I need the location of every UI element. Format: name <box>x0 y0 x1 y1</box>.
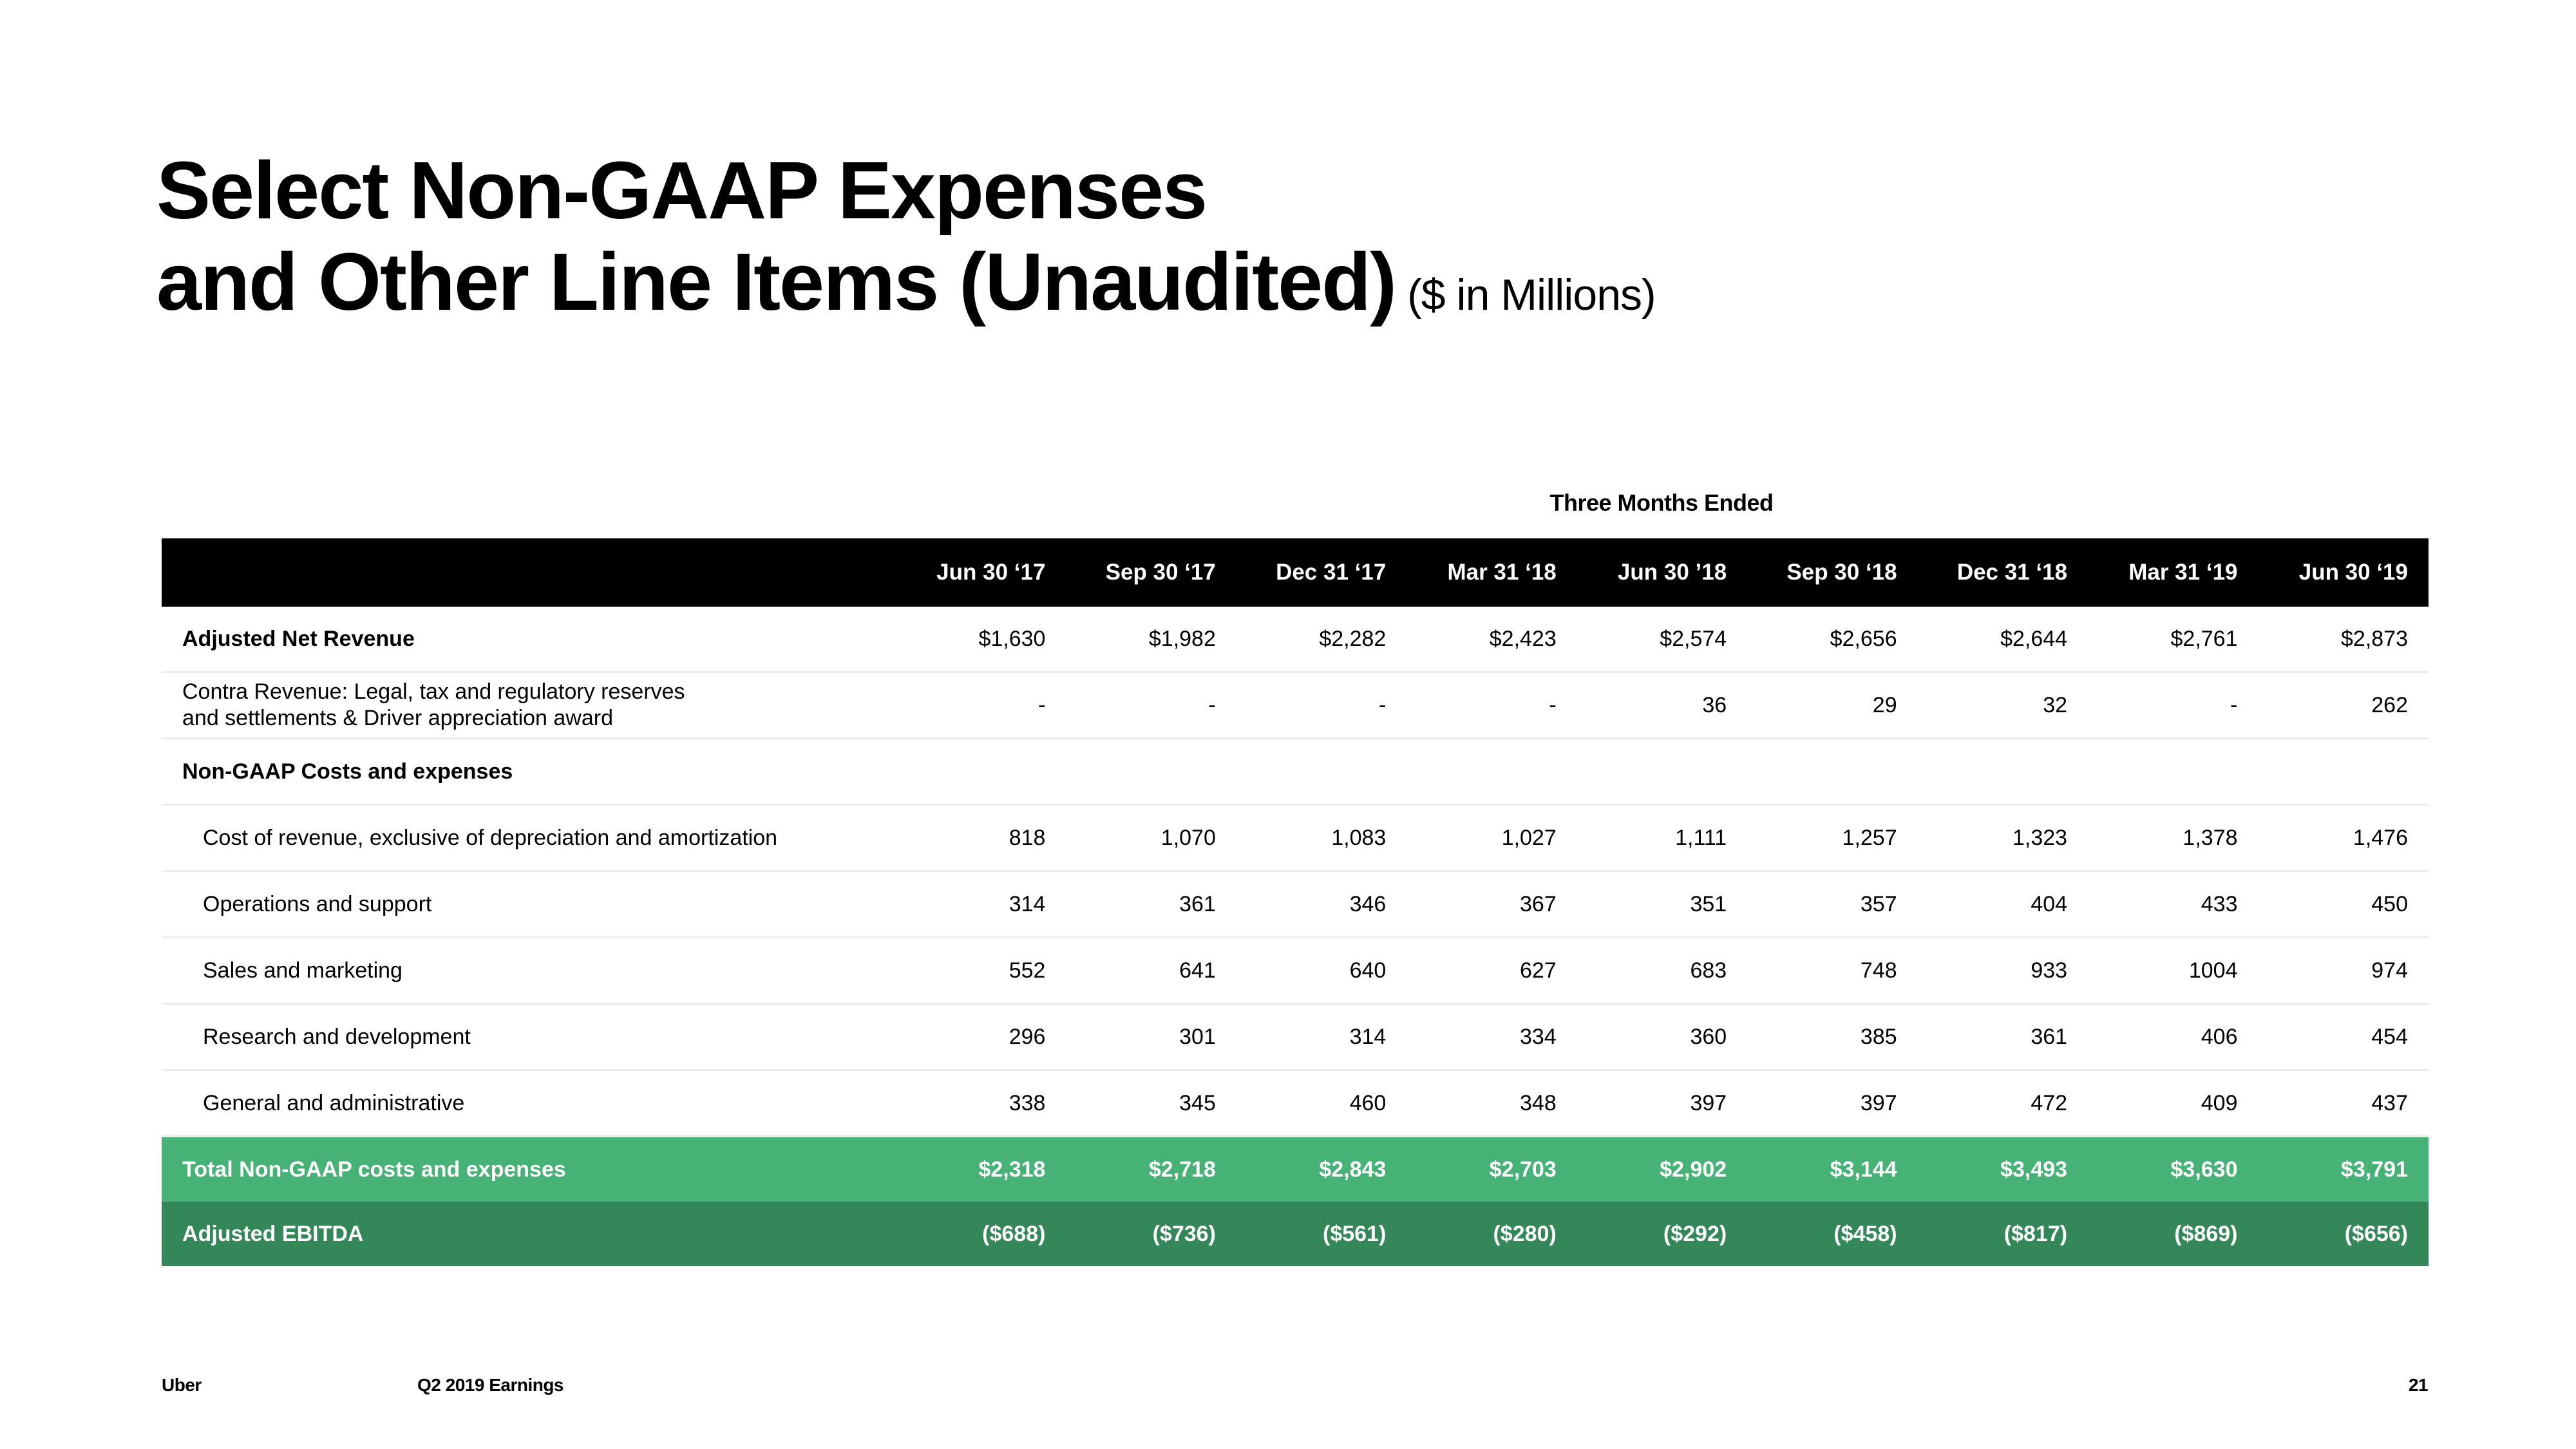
table-cell: 409 <box>2088 1070 2258 1137</box>
table-cell: - <box>2088 672 2258 739</box>
table-cell: $2,574 <box>1577 607 1747 672</box>
table-cell: $3,791 <box>2341 1157 2408 1182</box>
table-row <box>162 1070 2429 1137</box>
row-label: Operations and support <box>162 871 896 938</box>
table-cell: 338 <box>896 1070 1066 1137</box>
row-label-line-2: and settlements & Driver appreciation award <box>182 706 613 730</box>
table-cell: $2,703 <box>1489 1157 1557 1182</box>
table-cell: $2,656 <box>1747 607 1917 672</box>
column-header: Dec 31 ‘18 <box>1956 560 2068 585</box>
table-cell: $1,630 <box>896 607 1066 672</box>
table-cell: ($280) <box>1493 1221 1557 1246</box>
table-cell: ($688) <box>982 1221 1046 1246</box>
table-cell: 361 <box>1918 1004 2088 1070</box>
column-header: Jun 30 ‘19 <box>2298 560 2408 585</box>
column-header: Jun 30 ’18 <box>1617 560 1727 585</box>
table-cell: 1,027 <box>1406 805 1577 871</box>
table-cell: 627 <box>1406 938 1577 1004</box>
table-cell: ($458) <box>1833 1221 1897 1246</box>
period-header: Three Months Ended <box>1549 489 1774 516</box>
table-cell: 640 <box>1236 938 1406 1004</box>
column-header: Dec 31 ‘17 <box>1276 560 1387 585</box>
table-cell: $2,423 <box>1406 607 1577 672</box>
table-cell: 1,378 <box>2088 805 2258 871</box>
table-cell: 1,323 <box>1918 805 2088 871</box>
table-cell: 262 <box>2259 672 2429 739</box>
table-cell: 552 <box>896 938 1066 1004</box>
row-label: Total Non-GAAP costs and expenses <box>182 1157 566 1182</box>
table-cell: 397 <box>1577 1070 1747 1137</box>
table-cell: - <box>1406 672 1577 739</box>
column-header: Jun 30 ‘17 <box>936 560 1046 585</box>
row-label: Sales and marketing <box>162 938 896 1004</box>
table-cell: $2,282 <box>1236 607 1406 672</box>
table-cell: 36 <box>1577 672 1747 739</box>
table-cell: 314 <box>896 871 1066 938</box>
table-header-row <box>162 538 2429 607</box>
row-label: Adjusted EBITDA <box>182 1221 364 1246</box>
table-cell: $2,902 <box>1660 1157 1727 1182</box>
table-cell: 454 <box>2259 1004 2429 1070</box>
table-cell: 748 <box>1747 938 1917 1004</box>
footer-brand: Uber <box>162 1375 202 1395</box>
title-line-2-wrap <box>156 236 1656 341</box>
table-row <box>162 1004 2429 1070</box>
title-subtitle: ($ in Millions) <box>1407 270 1656 319</box>
table-cell: $2,644 <box>1918 607 2088 672</box>
column-header: Sep 30 ‘18 <box>1786 560 1897 585</box>
table-cell: 361 <box>1066 871 1236 938</box>
table-cell: 1004 <box>2088 938 2258 1004</box>
table-cell: 406 <box>2088 1004 2258 1070</box>
header-label-cell <box>162 538 896 607</box>
table-cell: 974 <box>2259 938 2429 1004</box>
title-line-1: Select Non-GAAP Expenses <box>156 145 1207 236</box>
row-label: Adjusted Net Revenue <box>162 607 896 672</box>
table-cell: $2,843 <box>1319 1157 1387 1182</box>
total-row <box>162 1137 2429 1202</box>
table-cell: 818 <box>896 805 1066 871</box>
table-cell: 437 <box>2259 1070 2429 1137</box>
table-cell: 334 <box>1406 1004 1577 1070</box>
table-cell: 351 <box>1577 871 1747 938</box>
table-cell: 433 <box>2088 871 2258 938</box>
table-cell: 360 <box>1577 1004 1747 1070</box>
table-cell: 450 <box>2259 871 2429 938</box>
table-cell: 683 <box>1577 938 1747 1004</box>
column-header: Mar 31 ‘19 <box>2128 560 2238 585</box>
table-cell: 1,257 <box>1747 805 1917 871</box>
table-cell: ($656) <box>2344 1221 2408 1246</box>
table-cell: $3,630 <box>2170 1157 2238 1182</box>
table-row <box>162 672 2429 739</box>
table-cell: 345 <box>1066 1070 1236 1137</box>
table-cell: 301 <box>1066 1004 1236 1070</box>
table-cell: ($817) <box>2003 1221 2068 1246</box>
table-cell: 29 <box>1747 672 1917 739</box>
row-label: Cost of revenue, exclusive of depreciation and amortization <box>162 805 896 871</box>
table-cell: 314 <box>1236 1004 1406 1070</box>
table-cell: 397 <box>1747 1070 1917 1137</box>
title-line-2: and Other Line Items (Unaudited) <box>156 236 1396 327</box>
table-cell: $2,761 <box>2088 607 2258 672</box>
table-cell: $3,144 <box>1830 1157 1897 1182</box>
table-row <box>162 805 2429 871</box>
table-cell: - <box>1236 672 1406 739</box>
table-cell: $2,873 <box>2259 607 2429 672</box>
page-title <box>156 145 1656 341</box>
row-label: General and administrative <box>162 1070 896 1137</box>
table-cell: $2,718 <box>1148 1157 1216 1182</box>
table-cell: 348 <box>1406 1070 1577 1137</box>
page-number: 21 <box>2408 1375 2428 1395</box>
table-cell: 472 <box>1918 1070 2088 1137</box>
table-cell: 1,070 <box>1066 805 1236 871</box>
table-cell: - <box>896 672 1066 739</box>
table-cell: $2,318 <box>978 1157 1046 1182</box>
row-label: Research and development <box>162 1004 896 1070</box>
column-header: Sep 30 ‘17 <box>1105 560 1216 585</box>
table-cell: ($869) <box>2174 1221 2238 1246</box>
footer-report-name: Q2 2019 Earnings <box>417 1375 564 1395</box>
table-cell: 460 <box>1236 1070 1406 1137</box>
table-cell: 367 <box>1406 871 1577 938</box>
table-row <box>162 607 2429 672</box>
table-cell: 357 <box>1747 871 1917 938</box>
table-cell: 385 <box>1747 1004 1917 1070</box>
section-label: Non-GAAP Costs and expenses <box>162 739 896 805</box>
table-cell: ($561) <box>1323 1221 1387 1246</box>
row-label-line-1: Contra Revenue: Legal, tax and regulatory reserves <box>182 679 685 704</box>
row-label <box>162 672 896 739</box>
financial-table <box>162 538 2429 1266</box>
table-cell: ($292) <box>1663 1221 1727 1246</box>
table-cell: 296 <box>896 1004 1066 1070</box>
table-cell: 1,476 <box>2259 805 2429 871</box>
table-cell: 1,111 <box>1577 805 1747 871</box>
table-cell: 933 <box>1918 938 2088 1004</box>
table-row <box>162 938 2429 1004</box>
ebitda-row <box>162 1202 2429 1266</box>
section-row <box>162 739 2429 805</box>
table-cell: $1,982 <box>1066 607 1236 672</box>
table-cell: 1,083 <box>1236 805 1406 871</box>
table-cell: ($736) <box>1152 1221 1216 1246</box>
table-row <box>162 871 2429 938</box>
table-cell: $3,493 <box>2000 1157 2068 1182</box>
table-cell: 404 <box>1918 871 2088 938</box>
table-cell: 346 <box>1236 871 1406 938</box>
column-header: Mar 31 ‘18 <box>1447 560 1557 585</box>
table-cell: - <box>1066 672 1236 739</box>
table-cell: 32 <box>1918 672 2088 739</box>
table-cell: 641 <box>1066 938 1236 1004</box>
